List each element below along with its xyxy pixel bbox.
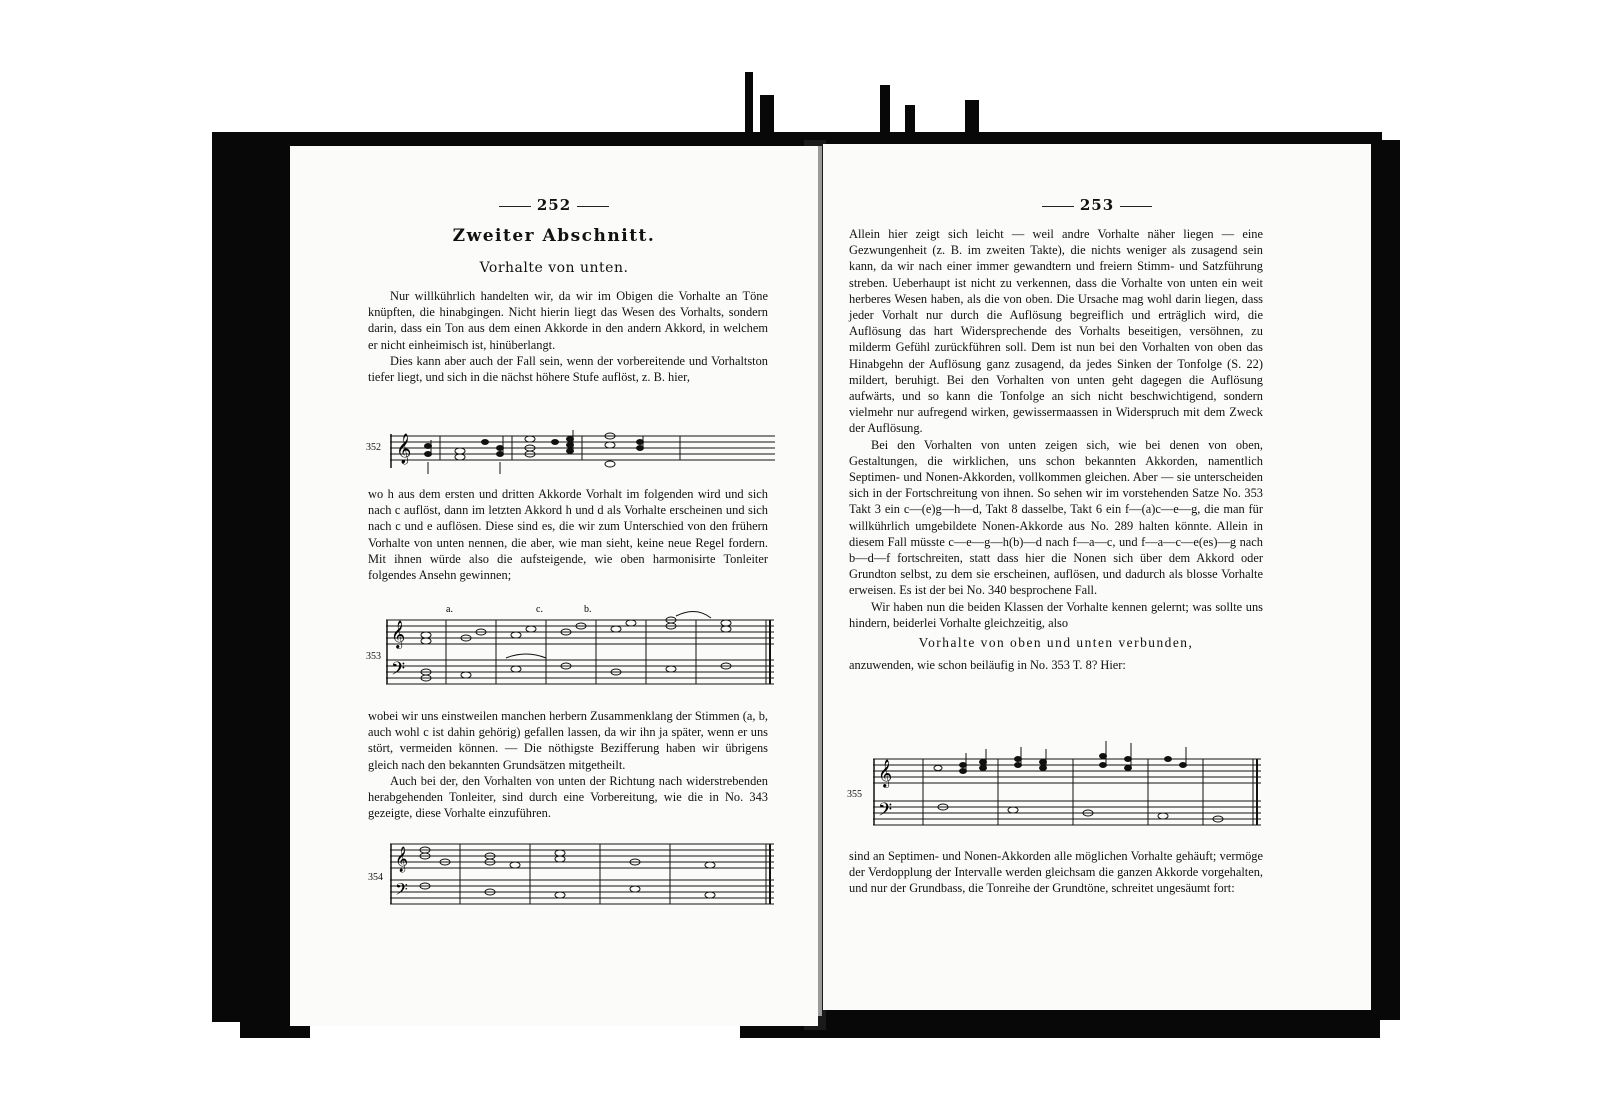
svg-text:𝄢: 𝄢: [391, 659, 406, 684]
mark-a: a.: [446, 604, 453, 615]
page-number-left: 252: [290, 196, 818, 214]
paragraph: Wir haben nun die beiden Klassen der Vorhalte kennen gelernt; was sollte uns hindern, beiderlei Vorhalte gleichzeitig, also: [849, 599, 1263, 630]
paragraph: Nur willkührlich handelten wir, da wir im Obigen die Vorhalte an Töne knüpften, die hinabgingen. Nicht hierin liegt das Wesen des Vorhalts, sondern darin, dass ein Ton aus dem einen Akkorde in den andern Akkord, in welchem er nicht einheimisch ist, hinüberlangt.: [368, 289, 768, 352]
paragraph: anzuwenden, wie schon beiläufig in No. 353 T. 8? Hier:: [849, 658, 1126, 673]
right-text-block-1: [849, 226, 1263, 673]
paragraph: sind an Septimen- und Nonen-Akkorden alle möglichen Vorhalte gehäuft; vermöge der Verdopplung der Intervalle werden gleichsam die ganzen Akkorde vorgehalten, und nur der Grundbass, die Tonreihe der Grundtöne, schreitet ungesäumt fort:: [849, 849, 1263, 896]
music-example-355: [873, 739, 1263, 834]
top-spine-tab-2: [760, 95, 774, 143]
mark-b: b.: [584, 604, 592, 615]
svg-text:𝄞: 𝄞: [391, 620, 406, 648]
svg-text:𝄢: 𝄢: [878, 800, 893, 825]
paragraph: Allein hier zeigt sich leicht — weil andre Vorhalte näher liegen — eine Gezwungenheit (z. B. im zweiten Takte), die nichts weniger als zusagend sein kann, da wir nach einer immer gewandtern und freiern Stimm- und Satzführung streben. Ueberhaupt ist nicht zu verkennen, dass die Vorhalte von unten ein weit herberes Wesen haben, als die von oben. Die Ursache mag wohl darin liegen, dass jeder Vorhalt nur durch die Auflösung begreiflich und erträglich wird, die Auflösung das hart Widersprechende des Vorhalts beseitigen, versöhnen, zu milderm Gefühl zurückführen soll. Dem ist nun bei den Vorhalten von oben das Hinabgehn der Auflösung ganz zusagend, da jedes Sinken der Tonfolge (S. 22) mildert, beruhigt. Bei den Vorhalten von unten geht dagegen die Auflösung aufwärts, und so kann die Tonfolge an sich nicht beschwichtigend, sondern vielmehr nur aufregend wirken, gewissermaassen in Widerspruch mit dem Zweck der Auflösung.: [849, 227, 1263, 436]
music-example-353: [386, 602, 776, 702]
music-example-352: [390, 424, 775, 484]
svg-text:𝄢: 𝄢: [395, 879, 408, 903]
example-number-354: 354: [368, 872, 383, 883]
left-text-block-3: [368, 708, 768, 821]
bottom-book-edge: [740, 1010, 1380, 1038]
svg-text:𝄞: 𝄞: [878, 759, 893, 787]
right-page: [823, 144, 1371, 1010]
section-title: Zweiter Abschnitt.: [452, 226, 656, 246]
top-spine-tab-3: [880, 85, 890, 143]
music-example-354: [390, 836, 775, 911]
paragraph: wo h aus dem ersten und dritten Akkorde Vorhalt im folgenden wird und sich nach c auflöst, dann im letzten Akkord h und d als Vorhalte erscheinen und sich nach c und e auflösen. Diese sind es, die wir zum Unterschied von den frühern Vorhalte von unten nennen, die aber, wie man sieht, keine neue Regel fordern. Mit ihnen würde also die aufsteigende, wie oben harmonisirte Tonleiter folgendes Ansehn gewinnen;: [368, 487, 768, 583]
left-book-edge: [212, 132, 292, 1022]
left-text-block-2: [368, 486, 768, 583]
top-spine-tab-5: [965, 100, 979, 142]
paragraph: Bei den Vorhalten von unten zeigen sich, wie bei denen von oben, Gestaltungen, die wirklichen, uns schon bekannten Akkorden, namentlich Septimen- und Nonen-Akkorden, vollkommen gleichen. Aber — sie unterscheiden sich in der Fortschreitung von ihnen. So sehen wir im vorstehenden Satze No. 353 Takt 3 ein c—(e)g—h—d, Takt 8 dasselbe, Takt 6 ein f—(a)c—e—g, die man für willkührlich umgebildete Nonen-Akkorde aus No. 289 halten könnte. Allein in diesem Fall müsste c—e—g—h(b)—d nach f—a—c, und f—a—c—e(es)—g nach b—d—f fortschreiten, statt dass hier die Nonen sich über dem Akkord oder Grundton selbst, zu dem sie erscheinen, auflösen, und dadurch als blosse Vorhalte erweisen. Es ist der bei No. 340 besprochene Fall.: [849, 437, 1263, 598]
right-text-block-2: [849, 848, 1263, 897]
example-number-353: 353: [366, 651, 381, 662]
paragraph: Dies kann aber auch der Fall sein, wenn der vorbereitende und Vorhaltston tiefer liegt, und sich in die nächst höhere Stufe auflöst, z. B. hier,: [368, 353, 768, 385]
subsection-title: Vorhalte von unten.: [479, 260, 629, 276]
paragraph: Auch bei der, den Vorhalten von unten der Richtung nach widerstrebenden herabgehenden Tonleiter, sind durch eine Vorbereitung, wie die in No. 343 gezeigte, diese Vorhalte einzuführen.: [368, 773, 768, 821]
svg-text:𝄞: 𝄞: [396, 434, 412, 464]
paragraph-centered: Vorhalte von oben und unten verbunden,: [918, 635, 1194, 651]
top-spine-tab-4: [905, 105, 915, 143]
example-number-352: 352: [366, 442, 381, 453]
mark-c: c.: [536, 604, 543, 615]
paragraph: wobei wir uns einstweilen manchen herbern Zusammenklang der Stimmen (a, b, auch wohl c ist dahin gehörig) gefallen lassen, da wir ihn ja später, wenn er uns stört, vermeiden können. — Die nöthigste Bezifferung haben wir übrigens gleich nach den bekannten Grundsätzen mitgetheilt.: [368, 709, 768, 772]
left-text-block-1: [368, 288, 768, 385]
svg-text:𝄞: 𝄞: [395, 847, 409, 872]
top-spine-tab-1: [745, 72, 753, 142]
page-number-right: 253: [823, 196, 1371, 214]
left-page: [290, 146, 818, 1026]
example-number-355: 355: [847, 789, 862, 800]
